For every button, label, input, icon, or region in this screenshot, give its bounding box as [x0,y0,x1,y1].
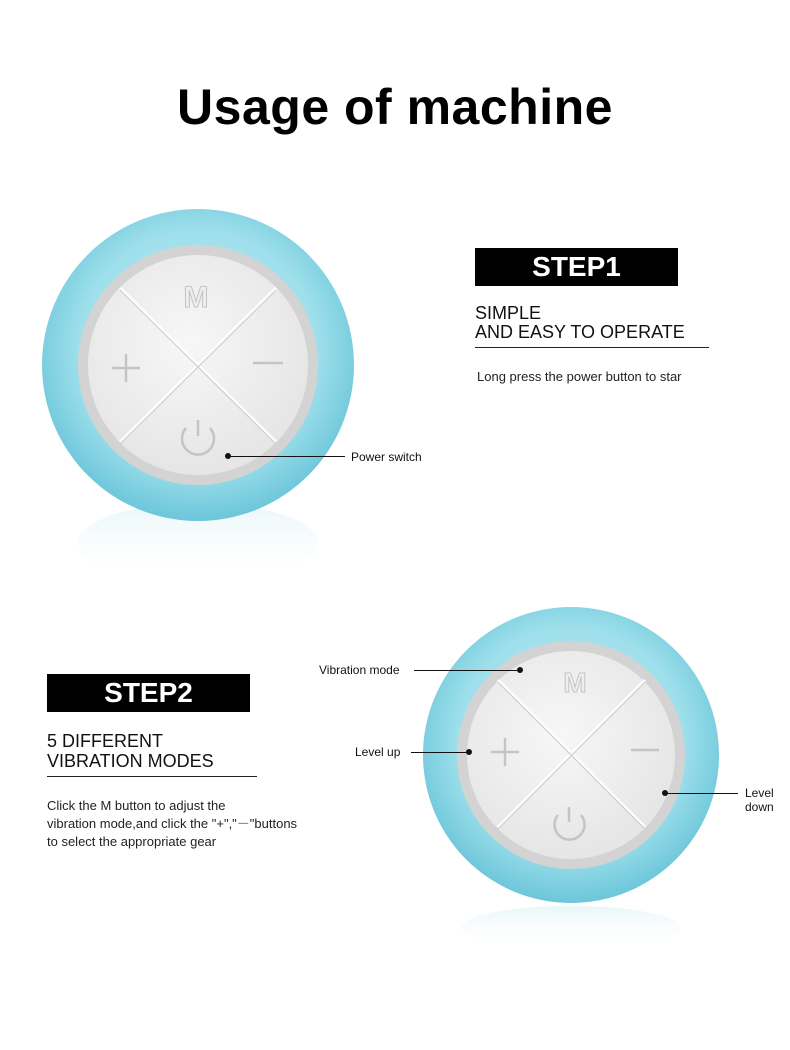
device-step1 [40,208,358,588]
level-down-callout-line1: Level [745,786,774,800]
level-up-leader [411,752,467,753]
level-down-leader [666,793,738,794]
vibration-mode-leader [414,670,518,671]
mode-button-glyph[interactable]: M [563,667,587,698]
level-down-callout-line2: down [745,800,774,814]
level-up-pointer-dot [466,749,472,755]
step1-description: Long press the power button to star [477,369,682,384]
level-up-callout: Level up [355,745,401,759]
step1-heading-line2: AND EASY TO OPERATE [475,322,685,342]
power-switch-leader [229,456,345,457]
vibration-mode-pointer-dot [517,667,523,673]
step1-heading-line1: SIMPLE [475,303,542,323]
mode-button-glyph[interactable]: M [183,281,209,314]
step1-badge: STEP1 [475,248,678,286]
device-step2 [423,600,723,950]
step2-description-line3: to select the appropriate gear [47,834,217,849]
device-reflection [461,906,681,950]
vibration-mode-callout: Vibration mode [319,663,400,677]
page-title: Usage of machine [177,79,613,135]
step1-divider [475,347,709,348]
step2-description-line2: vibration mode,and click the "+","－"buttons [47,816,298,831]
step2-divider [47,776,257,777]
step2-heading-line2: VIBRATION MODES [47,751,214,771]
step2-heading-line1: 5 DIFFERENT [47,731,164,751]
power-switch-callout: Power switch [351,450,422,464]
step2-description-line1: Click the M button to adjust the [47,798,226,813]
step2-badge: STEP2 [47,674,250,712]
